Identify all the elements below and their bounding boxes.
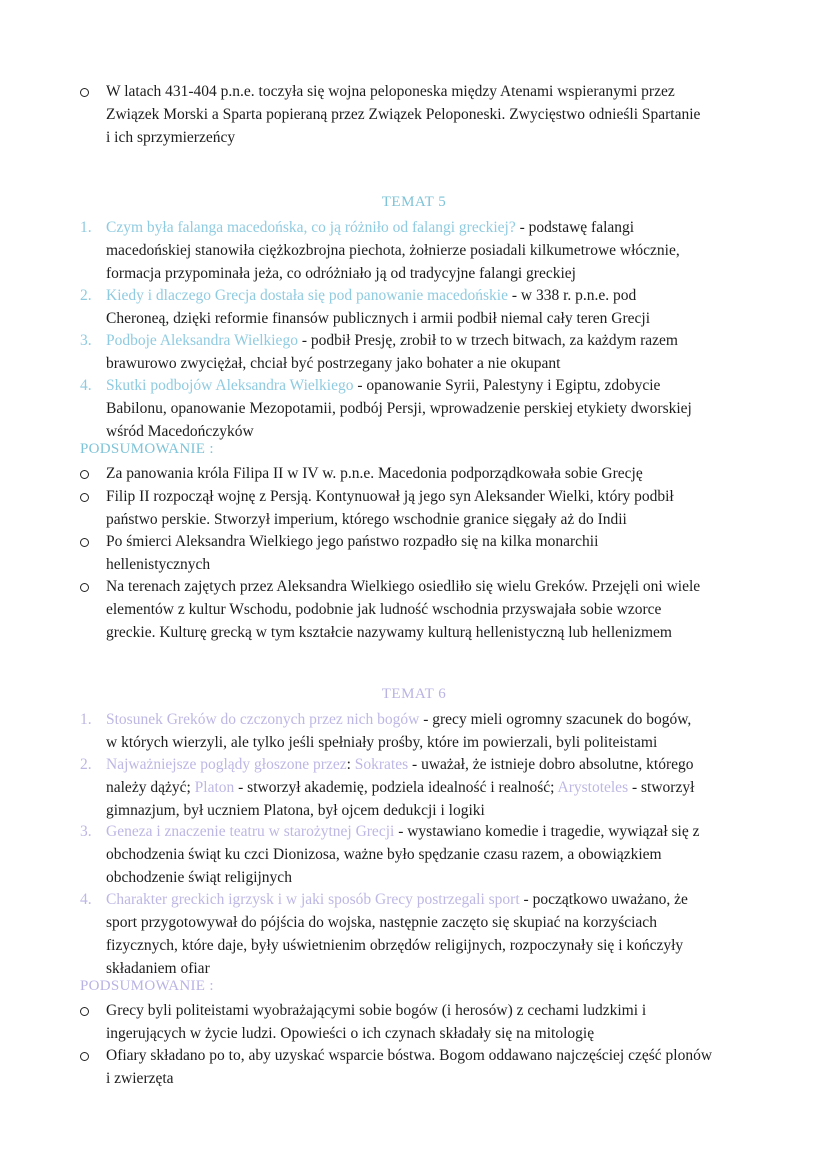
answer-text: - podbił Presję, zrobił to w trzech bitwach, za każdym razem	[297, 332, 678, 349]
bullet-circle-icon	[80, 493, 89, 502]
question-item-6-1	[80, 708, 780, 754]
summary-heading-temat-5: PODSUMOWANIE :	[80, 441, 214, 457]
text-line: Po śmierci Aleksandra Wielkiego jego państwo rozpadło się na kilka monarchii	[106, 533, 599, 550]
philosopher-name: Sokrates	[354, 756, 409, 773]
text-line: ingerujących w życie ludzi. Opowieści o ich czynach składały się na mitologię	[106, 1025, 595, 1042]
answer-line: obchodzenia świąt ku czci Dionizosa, ważne było spędzanie czasu razem, a obowiązkiem	[106, 846, 662, 863]
text-line: hellenistycznych	[106, 556, 211, 573]
question-text: Najważniejsze poglądy głoszone przez	[106, 756, 347, 773]
bullet-circle-icon	[80, 470, 89, 479]
item-number: 2.	[80, 756, 92, 773]
question-text: Geneza i znaczenie teatru w starożytnej Grecji	[106, 823, 395, 840]
answer-text: - początkowo uważano, że	[519, 891, 688, 908]
philosopher-name: Arystoteles	[557, 779, 629, 796]
answer-line: w których wierzyli, ale tylko jeśli spełniały prośby, które im powierzali, byli politeistami	[106, 734, 658, 751]
colon: :	[346, 756, 355, 773]
question-text: Kiedy i dlaczego Grecja dostała się pod panowanie macedońskie	[106, 287, 508, 304]
text-line: Na terenach zajętych przez Aleksandra Wielkiego osiedliło się wielu Greków. Przejęli oni wiele	[106, 578, 701, 595]
question-item-5-1	[80, 216, 780, 285]
text-line: Związek Morski a Sparta popieraną przez Związek Peloponeski. Zwycięstwo odnieśli Spartanie	[106, 106, 701, 123]
answer-text: - wystawiano komedie i tragedie, wywiązał się z	[394, 823, 700, 840]
question-item-5-3	[80, 329, 780, 375]
question-text: Stosunek Greków do czczonych przez nich bogów	[106, 711, 420, 728]
summary-bullet	[80, 999, 780, 1045]
bullet-circle-icon	[80, 88, 89, 97]
answer-text: - uważał, że istnieje dobro absolutne, którego	[408, 756, 694, 773]
item-number: 1.	[80, 219, 92, 236]
answer-text: należy dążyć;	[106, 779, 195, 796]
answer-line: gimnazjum, był uczniem Platona, był ojcem dedukcji i logiki	[106, 802, 485, 819]
answer-line: obchodzenie świąt religijnych	[106, 869, 292, 886]
summary-bullet	[80, 530, 780, 576]
answer-text: - opanowanie Syrii, Palestyny i Egiptu, zdobycie	[353, 377, 661, 394]
answer-line: wśród Macedończyków	[106, 423, 254, 440]
answer-line: macedońskiej stanowiła ciężkozbrojna piechota, żołnierze posiadali kilkumetrowe włócznie,	[106, 242, 680, 259]
answer-text: - grecy mieli ogromny szacunek do bogów,	[419, 711, 692, 728]
bullet-circle-icon	[80, 538, 89, 547]
text-line: i ich sprzymierzeńcy	[106, 129, 236, 146]
text-line: państwo perskie. Stworzył imperium, którego wschodnie granice sięgały aż do Indii	[106, 511, 627, 528]
question-text: Czym była falanga macedońska, co ją różniło od falangi greckiej?	[106, 219, 516, 236]
question-item-6-3	[80, 820, 780, 889]
item-number: 1.	[80, 711, 92, 728]
answer-line: składaniem ofiar	[106, 960, 210, 977]
item-number: 2.	[80, 287, 92, 304]
question-item-6-2	[80, 753, 780, 822]
summary-heading-temat-6: PODSUMOWANIE :	[80, 978, 214, 994]
answer-line: brawurowo zwyciężał, chciał być postrzegany jako bohater a nie okupant	[106, 355, 561, 372]
bullet-circle-icon	[80, 1052, 89, 1061]
answer-line: Babilonu, opanowanie Mezopotamii, podbój Persji, wprowadzenie perskiej etykiety dworskiej	[106, 400, 692, 417]
question-text: Skutki podbojów Aleksandra Wielkiego	[106, 377, 354, 394]
answer-text: - stworzył	[628, 779, 695, 796]
section-heading-temat-6: TEMAT 6	[381, 686, 447, 702]
bullet-peloponnesian-war	[80, 80, 780, 149]
item-number: 4.	[80, 377, 92, 394]
summary-bullet	[80, 462, 780, 485]
answer-line: fizycznych, które daje, były uświetnienim obrzędów religijnych, rozpoczynały się i kończyły	[106, 937, 684, 954]
text-line: elementów z kultur Wschodu, podobnie jak ludność wschodnia przyswajała sobie wzorce	[106, 601, 662, 618]
answer-line: sport przygotowywał do pójścia do wojska, następnie zaczęto się skupiać na korzyściach	[106, 914, 657, 931]
text-line: greckie. Kulturę grecką w tym kształcie nazywamy kulturą hellenistyczną lub hellenizmem	[106, 624, 672, 641]
summary-bullet	[80, 575, 780, 644]
item-number: 4.	[80, 891, 92, 908]
text-line: Grecy byli politeistami wyobrażającymi sobie bogów (i herosów) z cechami ludzkimi i	[106, 1002, 647, 1019]
answer-line: formacja przypominała jeża, co odróżniało ją od tradycyjne falangi greckiej	[106, 265, 576, 282]
summary-bullet	[80, 485, 780, 531]
text-line: Filip II rozpoczął wojnę z Persją. Kontynuował ją jego syn Aleksander Wielki, który podbił	[106, 488, 674, 505]
text-line: Za panowania króla Filipa II w IV w. p.n.e. Macedonia podporządkowała sobie Grecję	[106, 465, 643, 482]
answer-line: Cheroneą, dzięki reformie finansów publicznych i armii podbił niemal cały teren Grecji	[106, 310, 651, 327]
question-item-6-4	[80, 888, 780, 980]
text-line: i zwierzęta	[106, 1070, 174, 1087]
philosopher-name: Platon	[194, 779, 235, 796]
question-item-5-2	[80, 284, 780, 330]
question-text: Podboje Aleksandra Wielkiego	[106, 332, 298, 349]
answer-text: - w 338 r. p.n.e. pod	[508, 287, 637, 304]
item-number: 3.	[80, 332, 92, 349]
answer-text: - podstawę falangi	[515, 219, 635, 236]
question-text: Charakter greckich igrzysk i w jaki sposób Grecy postrzegali sport	[106, 891, 520, 908]
answer-text: - stworzył akademię, podziela idealność i realność;	[234, 779, 558, 796]
summary-bullet	[80, 1044, 780, 1090]
item-number: 3.	[80, 823, 92, 840]
section-heading-temat-5: TEMAT 5	[381, 194, 447, 210]
text-line: Ofiary składano po to, aby uzyskać wsparcie bóstwa. Bogom oddawano najczęściej część plonów	[106, 1047, 713, 1064]
text-line: W latach 431-404 p.n.e. toczyła się wojna peloponeska między Atenami wspieranymi przez	[106, 83, 675, 100]
bullet-circle-icon	[80, 583, 89, 592]
question-item-5-4	[80, 374, 780, 443]
bullet-circle-icon	[80, 1007, 89, 1016]
